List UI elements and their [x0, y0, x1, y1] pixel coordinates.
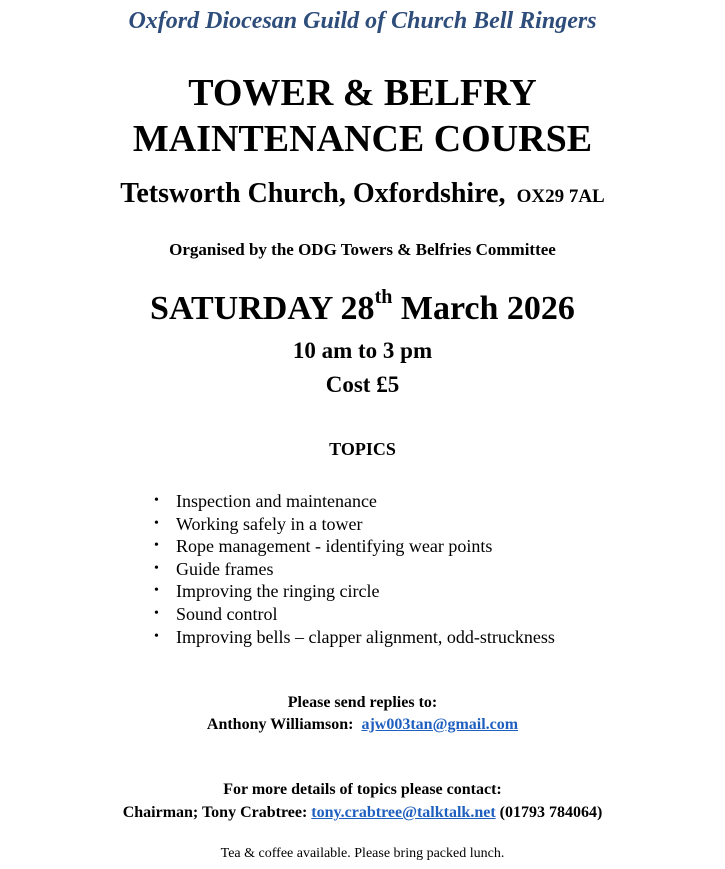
list-item — [150, 535, 555, 558]
topics-list — [150, 490, 555, 648]
bullet-icon: • — [154, 628, 159, 644]
event-month-year: March 2026 — [400, 290, 575, 327]
replies-label: Please send replies to: — [287, 694, 438, 711]
details-contact — [0, 804, 725, 822]
topics-heading: TOPICS — [329, 439, 396, 459]
organisation-heading: Oxford Diocesan Guild of Church Bell Ringers — [128, 8, 597, 34]
event-day: SATURDAY 28 — [150, 290, 375, 327]
topic-text: Inspection and maintenance — [176, 491, 377, 511]
venue-postcode: OX29 7AL — [516, 186, 605, 207]
topic-text: Improving bells – clapper alignment, odd-struckness — [176, 626, 555, 647]
topic-text: Rope management - identifying wear points — [176, 536, 493, 557]
course-title-line-1: TOWER & BELFRY — [188, 72, 537, 114]
course-title-line-2: MAINTENANCE COURSE — [132, 118, 593, 160]
topic-text: Guide frames — [176, 558, 274, 579]
bullet-icon: • — [154, 560, 159, 576]
details-phone: (01793 784064) — [499, 804, 603, 821]
list-item — [150, 558, 555, 581]
list-item — [150, 580, 555, 603]
bullet-icon: • — [154, 493, 159, 508]
replies-contact — [0, 716, 725, 734]
course-title — [0, 70, 725, 162]
venue-place: Tetsworth Church, Oxfordshire, — [120, 178, 506, 209]
list-item — [150, 626, 555, 649]
bullet-icon: • — [154, 605, 159, 621]
details-name: Chairman; Tony Crabtree: — [122, 804, 308, 821]
topic-text: Improving the ringing circle — [176, 581, 380, 602]
details-label: For more details of topics please contact: — [223, 781, 502, 798]
bullet-icon: • — [154, 538, 159, 554]
list-item — [150, 603, 555, 626]
list-item — [150, 513, 555, 536]
event-date — [0, 286, 725, 328]
replies-name: Anthony Williamson: — [206, 716, 354, 733]
footer-note: Tea & coffee available. Please bring packed lunch. — [220, 846, 505, 861]
event-time: 10 am to 3 pm — [292, 338, 433, 363]
event-cost: Cost £5 — [325, 372, 400, 397]
event-day-ordinal: th — [374, 286, 393, 308]
details-email-link[interactable]: tony.crabtree@talktalk.net — [311, 804, 496, 821]
organiser-line: Organised by the ODG Towers & Belfries Committee — [169, 240, 556, 259]
list-item — [150, 490, 555, 513]
bullet-icon: • — [154, 515, 159, 531]
replies-email-link[interactable]: ajw003tan@gmail.com — [361, 716, 519, 733]
topic-text: Working safely in a tower — [176, 513, 363, 534]
venue — [0, 178, 725, 210]
topic-text: Sound control — [176, 603, 278, 624]
bullet-icon: • — [154, 583, 159, 599]
